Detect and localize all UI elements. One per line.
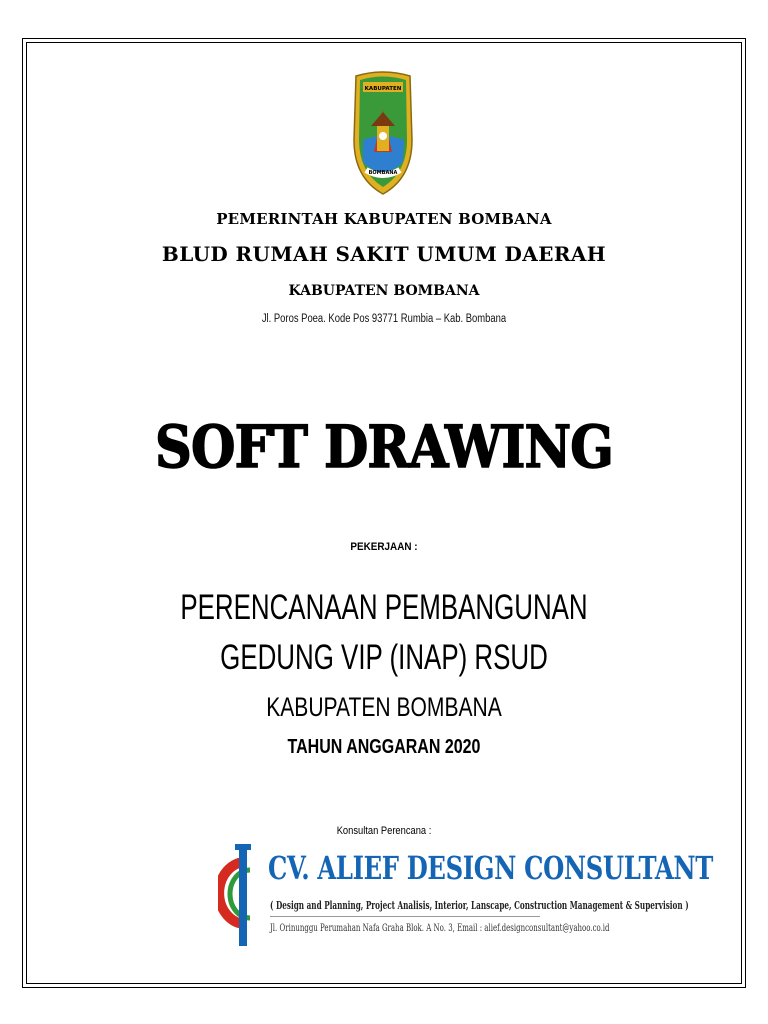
project-label: PEKERJAAN : (350, 541, 418, 553)
project-line-1: PERENCANAAN PEMBANGUNAN (180, 588, 588, 627)
regency-title: KABUPATEN BOMBANA (288, 283, 480, 299)
consultant-description: ( Design and Planning, Project Analisis, Interior, Lanscape, Construction Management & Supervision ) (270, 899, 689, 912)
consultant-address: Jl. Orinunggu Perumahan Nafa Graha Blok. A No. 3, Email : alief.designconsultant@yahoo.co.id (270, 923, 610, 934)
document-title: SOFT DRAWING (155, 413, 613, 481)
consultant-logo-icon (218, 840, 268, 950)
consultant-divider (270, 916, 540, 917)
organization-title: BLUD RUMAH SAKIT UMUM DAERAH (161, 242, 607, 266)
regency-emblem (350, 70, 416, 196)
consultant-name: CV. ALIEF DESIGN CONSULTANT (268, 849, 713, 887)
emblem-top-text: KABUPATEN (364, 86, 402, 92)
emblem-bottom-text: BOMBANA (368, 170, 398, 176)
project-line-3: KABUPATEN BOMBANA (266, 692, 502, 722)
government-title: PEMERINTAH KABUPATEN BOMBANA (216, 210, 552, 228)
address-line: Jl. Poros Poea. Kode Pos 93771 Rumbia – Kab. Bombana (261, 313, 507, 325)
project-year: TAHUN ANGGARAN 2020 (287, 736, 481, 758)
project-line-2: GEDUNG VIP (INAP) RSUD (220, 638, 548, 677)
consultant-label: Konsultan Perencana : (336, 825, 432, 837)
